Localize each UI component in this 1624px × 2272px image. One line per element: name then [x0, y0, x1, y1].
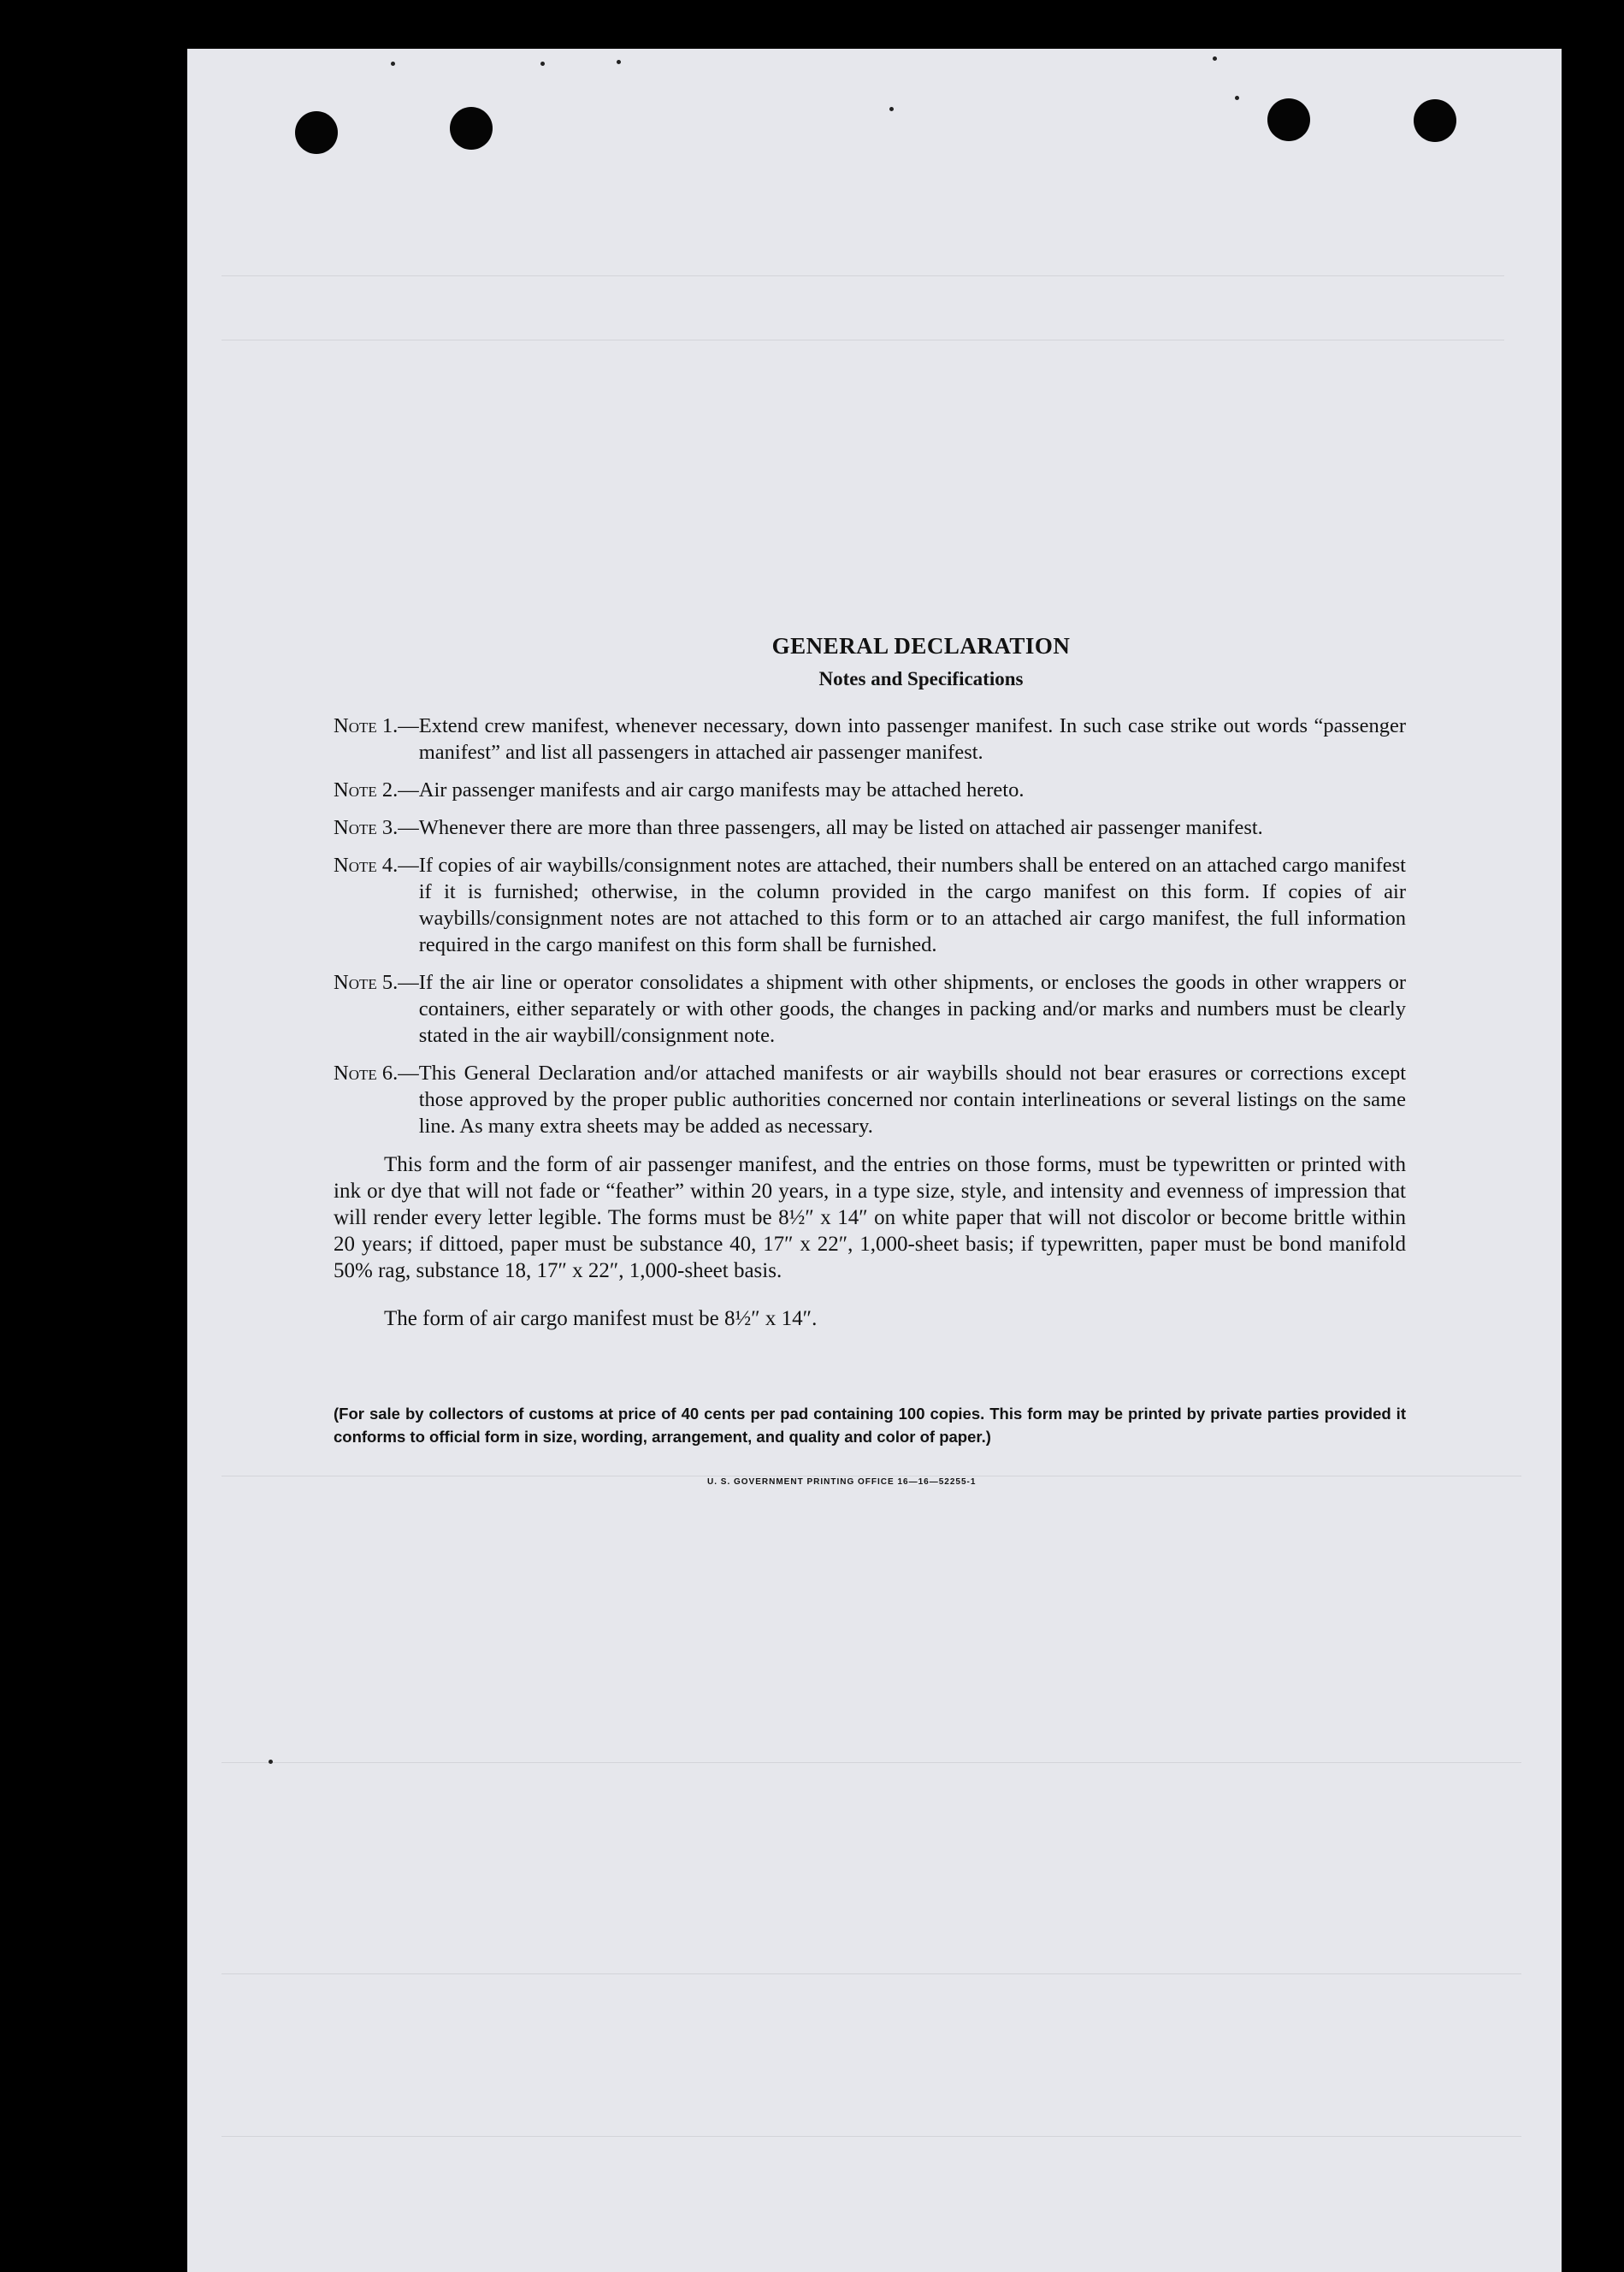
- punch-hole: [295, 111, 338, 154]
- document-page: [187, 49, 1562, 2272]
- note-label: Note 2.—: [334, 778, 419, 802]
- note-label: Note 1.—: [334, 714, 419, 737]
- note-label: Note 5.—: [334, 971, 419, 994]
- note-6: [334, 1060, 1406, 1139]
- note-text: Whenever there are more than three passengers, all may be listed on attached air passenger manifest.: [418, 816, 1263, 839]
- punch-hole: [1414, 99, 1456, 142]
- page-subtitle: Notes and Specifications: [818, 668, 1024, 689]
- note-3: [334, 814, 1406, 841]
- note-label: Note 4.—: [334, 854, 419, 877]
- punch-hole: [450, 107, 493, 150]
- note-1: [334, 713, 1406, 766]
- show-through-line: [221, 2136, 1521, 2137]
- note-2: [334, 777, 1406, 803]
- speck: [617, 60, 621, 64]
- specification-paragraph: This form and the form of air passenger manifest, and the entries on those forms, must be typewritten or printed with ink or dye that will not fade or “feather” within 20 years, in a type size, style, and intensity and evenness of impression that will render every letter legible. The forms must be 8½″ x 14″ on white paper that will not discolor or become brittle within 20 years; if dittoed, paper must be substance 40, 17″ x 22″, 1,000-sheet basis; if typewritten, paper must be bond manifold 50% rag, substance 18, 17″ x 22″, 1,000-sheet basis.: [334, 1153, 1406, 1282]
- note-text: If copies of air waybills/consignment notes are attached, their numbers shall be entered on an attached cargo manifest if it is furnished; otherwise, in the column provided in the cargo manifest on this form. If copies of air waybills/consignment notes are not attached to this form or to an attached air cargo manifest, the full information required in the cargo manifest on this form shall be furnished.: [418, 854, 1406, 956]
- show-through-line: [221, 275, 1504, 276]
- speck: [1213, 56, 1217, 61]
- note-label: Note 6.—: [334, 1062, 419, 1085]
- speck: [1235, 96, 1239, 100]
- document-content: [334, 633, 1406, 1487]
- printer-imprint: U. S. GOVERNMENT PRINTING OFFICE 16—16—52255-1: [707, 1477, 977, 1487]
- note-text: Air passenger manifests and air cargo manifests may be attached hereto.: [418, 778, 1025, 802]
- punch-hole: [1267, 98, 1310, 141]
- notes-list: [334, 713, 1406, 1139]
- sale-notice: (For sale by collectors of customs at price of 40 cents per pad containing 100 copies. This form may be printed by private parties provided it conforms to official form in size, wording, arrangement, and quality and color of paper.): [334, 1405, 1406, 1446]
- note-text: Extend crew manifest, whenever necessary, down into passenger manifest. In such case strike out words “passenger manifest” and list all passengers in attached air passenger manifest.: [418, 714, 1406, 764]
- show-through-line: [221, 1762, 1521, 1763]
- show-through-line: [221, 1973, 1521, 1974]
- speck: [540, 62, 545, 66]
- note-text: This General Declaration and/or attached manifests or air waybills should not bear erasures or corrections except those approved by the proper public authorities concerned nor contain interlineations or several listings on the same line. As many extra sheets may be added as necessary.: [418, 1062, 1406, 1138]
- speck: [391, 62, 395, 66]
- note-5: [334, 969, 1406, 1049]
- page-title: GENERAL DECLARATION: [771, 633, 1071, 659]
- speck: [889, 107, 894, 111]
- cargo-manifest-paragraph: The form of air cargo manifest must be 8½″ x 14″.: [384, 1307, 818, 1330]
- note-4: [334, 852, 1406, 958]
- note-text: If the air line or operator consolidates a shipment with other shipments, or encloses the goods in other wrappers or containers, either separately or with other goods, the changes in packing and/or marks and numbers must be clearly stated in the air waybill/consignment note.: [418, 971, 1406, 1047]
- note-label: Note 3.—: [334, 816, 419, 839]
